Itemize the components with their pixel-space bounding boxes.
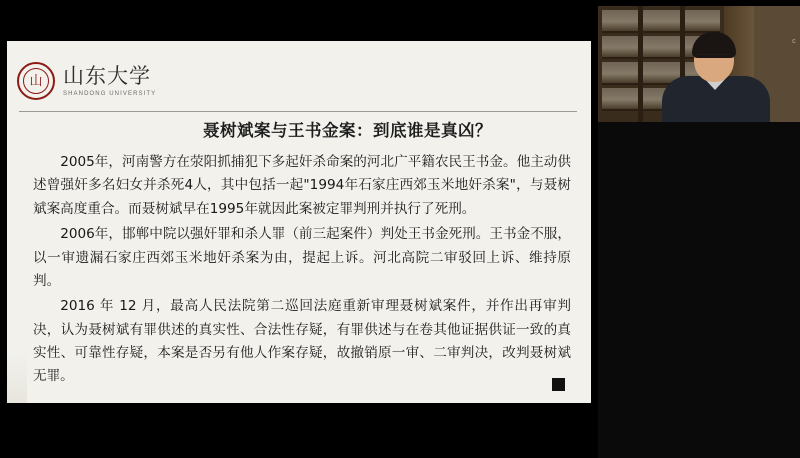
webcam-pane [598, 0, 800, 458]
letterbox-bottom [0, 403, 598, 458]
university-name-cn: 山东大学 [63, 64, 151, 89]
slide-paragraph-2: 2006年，邯郸中院以强奸罪和杀人罪（前三起案件）判处王书金死刑。王书金不服，以一审遗漏石家庄西郊玉米地奸杀案为由，提起上诉。河北高院二审驳回上诉、维持原判。 [33, 226, 571, 289]
title-divider [19, 111, 577, 112]
speaker-webcam[interactable] [598, 6, 800, 122]
university-seal-icon [17, 62, 55, 100]
speaker-glasses [698, 54, 730, 63]
presentation-slide[interactable] [7, 41, 591, 403]
university-logo [17, 55, 185, 107]
letterbox-top [0, 0, 598, 41]
end-marker [552, 378, 565, 391]
slide-paragraph-1: 2005年，河南警方在荥阳抓捕犯下多起奸杀命案的河北广平籍农民王书金。他主动供述曾强奸多名妇女并杀死4人，其中包括一起"1994年石家庄西郊玉米地奸杀案"，与聂树斌案高度重合。而聂树斌早在1995年就因此案被定罪判刑并执行了死刑。 [33, 154, 571, 217]
watermark-text: c [792, 38, 796, 45]
slide-title: 聂树斌案与王书金案：到底谁是真凶？ [203, 121, 492, 140]
university-name-en: SHANDONG UNIVERSITY [63, 90, 157, 97]
slide-corner-shading [7, 353, 27, 403]
seal-mark: 山 [29, 73, 43, 89]
webcam-empty-area [598, 122, 800, 458]
slide-paragraph-3: 2016 年 12 月，最高人民法院第二巡回法庭重新审理聂树斌案件，并作出再审判决，认为聂树斌有罪供述的真实性、合法性存疑，有罪供述与在卷其他证据供证一致的真实性、可靠性存疑，本案是否另有他人作案存疑，故撤销原一审、二审判决，改判聂树斌无罪。 [33, 298, 571, 385]
slide-body [33, 151, 571, 391]
